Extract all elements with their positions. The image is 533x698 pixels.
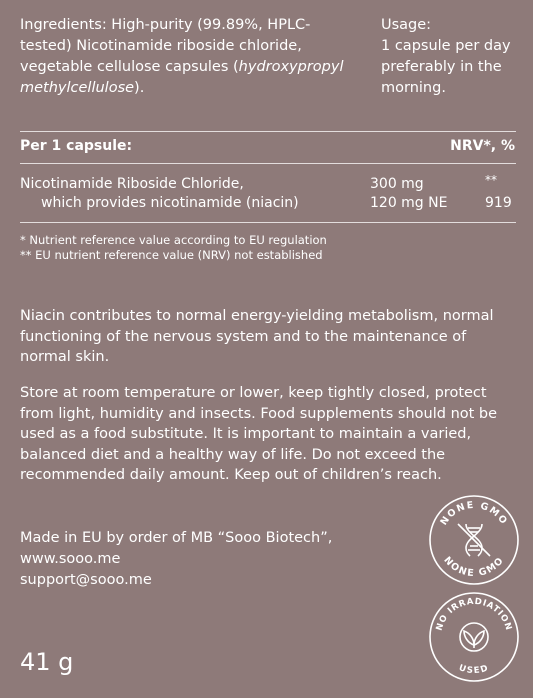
dna-icon [458,524,490,556]
ingredients-text: High-purity (99.89%, HPLC-tested) Nicotinamide riboside chloride, vegetable cellulose capsules ( [20,17,311,75]
footnote: * Nutrient reference value according to EU regulation [20,233,327,247]
divider-top [20,131,516,132]
email-link[interactable]: support@sooo.me [20,572,152,588]
divider-header [20,163,516,164]
usage-label: Usage: [381,17,432,33]
ingredients-block [20,15,350,99]
table-row-name: Nicotinamide Riboside Chloride, [20,176,244,192]
usage-block [381,15,521,99]
net-weight: 41 g [20,648,74,676]
none-gmo-badge [428,494,520,586]
health-claim: Niacin contributes to normal energy-yielding metabolism, normal functioning of the nervous system and to the maintenance of normal skin. [20,308,494,365]
badge-label: NONE GMO [438,499,510,528]
svg-text:NONE GMO [441,555,506,579]
badge-label: USED [457,663,491,677]
table-header-left: Per 1 capsule: [20,138,133,154]
table-row-amount: 300 mg [370,176,424,192]
ingredients-label: Ingredients: [20,17,107,33]
badge-label: NO IRRADIATION [434,596,514,632]
ingredients-text-end: ). [134,80,145,96]
table-row-amount: 120 mg NE [370,195,448,211]
footnote: ** EU nutrient reference value (NRV) not established [20,248,323,262]
divider-bottom [20,222,516,223]
storage-text: Store at room temperature or lower, keep tightly closed, protect from light, humidity and insects. Food supplements should not be used as a food substitute. It is important to maintain a varied, balanced diet and a healthy way of life. Do not exceed the recommended daily amount. Keep out of children’s reach. [20,385,498,483]
table-row-name: which provides nicotinamide (niacin) [41,195,299,211]
svg-text:USED [457,663,490,676]
website-link[interactable]: www.sooo.me [20,551,121,567]
table-header-right: NRV*, % [450,138,515,154]
manufacturer-line: Made in EU by order of MB “Sooo Biotech”, [20,530,333,546]
badge-label: NONE GMO [441,554,507,580]
leaf-shield-icon [460,623,488,651]
ingredients-italic: hydroxypropyl methylcellulose [20,59,344,96]
table-row-nrv: ** [485,173,497,187]
usage-text: 1 capsule per day preferably in the morning. [381,38,511,96]
no-irradiation-badge [428,591,520,683]
table-row-nrv: 919 [485,195,512,211]
